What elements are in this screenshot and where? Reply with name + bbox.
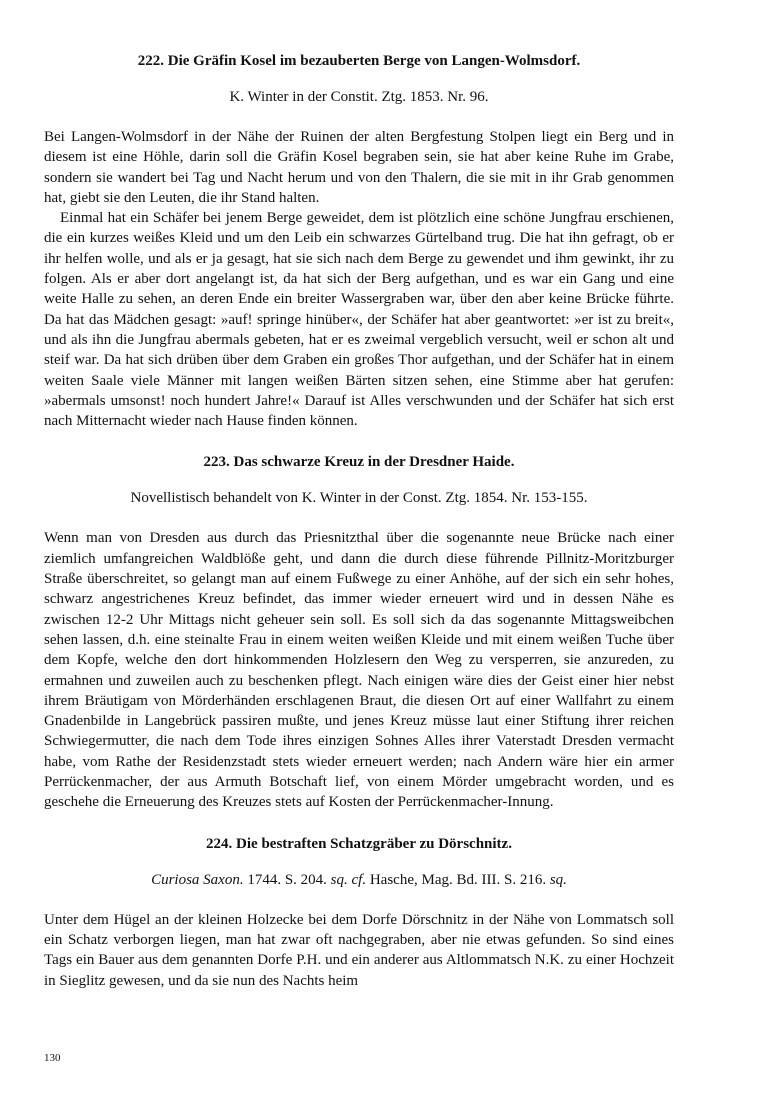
paragraph: Wenn man von Dresden aus durch das Priesnitzthal über die sogenannte neue Brücke nach einer ziemlich umfangreichen Waldblöße geht, und dann die durch diese führende Pillnitz-Moritzburger Straße überschreitet, so gelangt man auf einem Fußwege zu einer Anhöhe, auf der sich ein sehr hohes, schwarz angestrichenes Kreuz befindet, das immer wieder erneuert wird und in dessen Nähe es zwischen 12-2 Uhr Mittags nicht geheuer sein soll. Es soll sich da das sogenannte Mittagsweibchen sehen lassen, d.h. eine steinalte Frau in einem weiten weißen Kleide und mit einem weißen Tuche über dem Kopfe, welche den dort hinkommenden Holzlesern den Weg zu versperren, sie anzureden, zu ermahnen und zuweilen auch zu beschenken pflegt. Nach einigen wäre dies der Geist einer hier nebst ihrem Bräutigam von Mörderhänden erschlagenen Braut, die diesen Ort auf einer Wallfahrt zu einem Gnadenbilde in Langebrück passiren mußte, und jenes Kreuz müsse laut einer Stiftung ihrer reichen Schwiegermutter, die nach dem Tode ihres einzigen Sohnes Alles ihrer Vaterstadt Dresden vermacht habe, vom Rathe der Residenzstadt stets wieder erneuert werden; nach Andern wäre hier ein armer Perrückenmacher, der aus Armuth Botschaft lief, von einem Mörder umgebracht worden, und es geschehe die Erneuerung des Kreuzes stets auf Kosten der Perrückenmacher-Innung. (44, 530, 674, 811)
paragraph: Unter dem Hügel an der kleinen Holzecke bei dem Dorfe Dörschnitz in der Nähe von Lommatsch soll ein Schatz verborgen liegen, man hat zwar oft nachgegraben, aber nie etwas gefunden. So sind eines Tags ein Bauer aus dem genannten Dorfe P.H. und ein anderer aus Altlommatsch N.K. zu einer Hochzeit in Sieglitz gewesen, und da sie nun des Nachts heim (44, 911, 674, 989)
section-source: Novellistisch behandelt von K. Winter in der Const. Ztg. 1854. Nr. 153-155. (130, 490, 588, 507)
section-title: 222. Die Gräfin Kosel im bezauberten Berge von Langen-Wolmsdorf. (137, 53, 581, 69)
source-text: 1744. S. 204. (243, 871, 331, 888)
section-224 (44, 835, 674, 991)
source-abbrev: sq. cf. (330, 871, 367, 888)
source-title: Curiosa Saxon. (151, 871, 244, 888)
section-222 (44, 52, 674, 431)
source-abbrev: sq. (549, 871, 567, 888)
paragraph: Bei Langen-Wolmsdorf in der Nähe der Ruinen der alten Bergfestung Stolpen liegt ein Berg und in diesem ist eine Höhle, darin soll die Gräfin Kosel begraben sein, sie hat aber keine Ruhe im Grabe, sondern sie wandert bei Tag und Nacht herum und von den Thalern, die sie mit in ihr Grab genommen hat, giebt sie den Leuten, die ihr Stand halten. (44, 129, 674, 206)
source-text: Hasche, Mag. Bd. III. S. 216. (366, 871, 550, 888)
paragraph: Einmal hat ein Schäfer bei jenem Berge geweidet, dem ist plötzlich eine schöne Jungfrau erschienen, die ein kurzes weißes Kleid und um den Leib ein schwarzes Gürtelband trug. Die hat ihn gefragt, ob er ihr helfen wolle, und als er ja gesagt, hat sie sich nach dem Berge zu gewendet und ihm gewinkt, ihr zu folgen. Als er aber dort angelangt ist, da hat sich der Berg aufgethan, und es war ein Gang und eine weite Halle zu sehen, an deren Ende ein breiter Wassergraben war, über den aber keine Brücke führte. Da hat das Mädchen gesagt: »auf! springe hinüber«, der Schäfer hat aber geantwortet: »er ist zu breit«, und als ihn die Jungfrau abermals gebeten, hat er es zweimal vergeblich versucht, weil er schon alt und steif war. Da hat sich drüben über dem Graben ein großes Thor aufgethan, und der Schäfer hat in einem weiten Saale viele Männer mit langen weißen Bärten sitzen sehen, eine Stimme aber hat gerufen: »abermals umsonst! noch hundert Jahre!« Darauf ist Alles verschwunden und der Schäfer hat sich erst nach Mitternacht wieder nach Hause finden können. (44, 210, 674, 430)
section-title: 224. Die bestraften Schatzgräber zu Dörschnitz. (206, 835, 512, 852)
section-223 (44, 453, 674, 812)
section-source: K. Winter in der Constit. Ztg. 1853. Nr. 96. (229, 89, 489, 105)
section-source (44, 871, 674, 890)
page-number: 130 (44, 1052, 61, 1064)
section-title: 223. Das schwarze Kreuz in der Dresdner Haide. (203, 454, 515, 471)
page (44, 52, 674, 991)
